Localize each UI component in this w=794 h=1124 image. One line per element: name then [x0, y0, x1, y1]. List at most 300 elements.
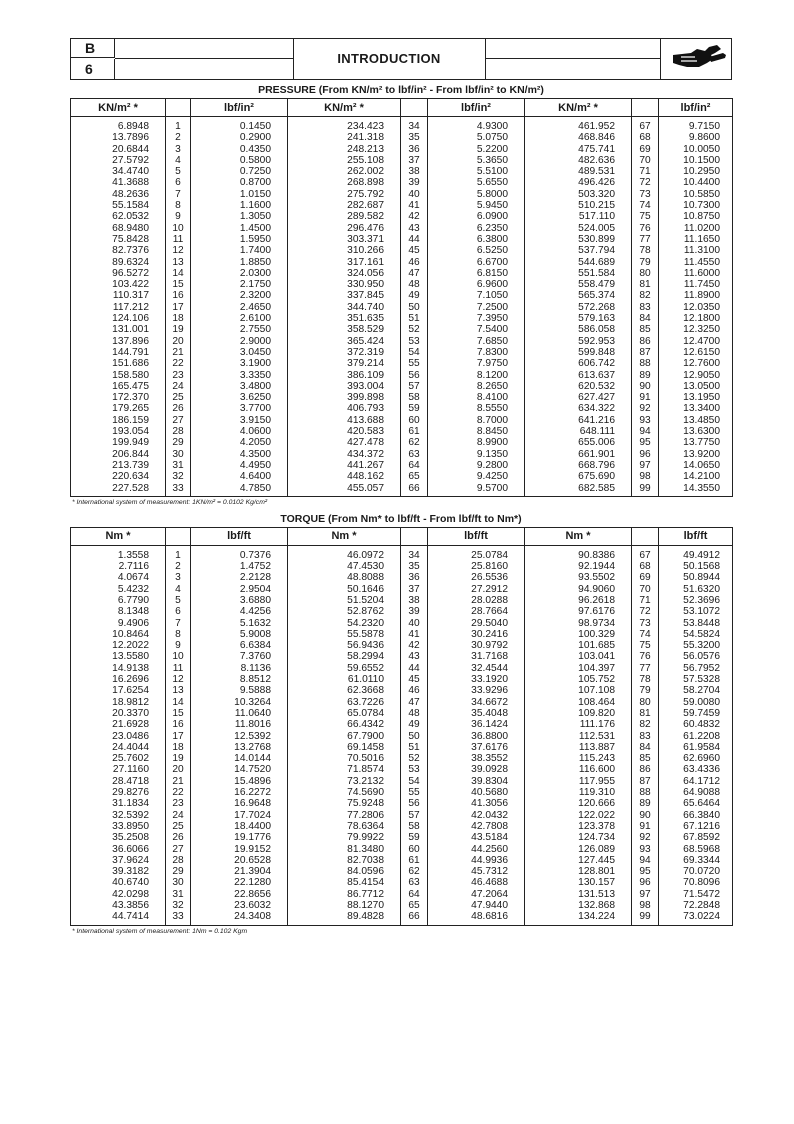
value-cell: 39.8304 [428, 776, 525, 787]
table-row [71, 234, 733, 245]
table-row [71, 471, 733, 482]
value-cell: 47.9440 [428, 900, 525, 911]
value-cell: 20.6528 [191, 855, 288, 866]
value-cell: 7.2500 [428, 302, 525, 313]
value-cell: 0.4350 [191, 144, 288, 155]
reference-number-cell: 87 [632, 347, 659, 358]
value-cell: 179.265 [71, 403, 166, 414]
reference-number-cell: 35 [401, 561, 428, 572]
reference-number-cell: 56 [401, 798, 428, 809]
reference-number-cell: 17 [166, 731, 191, 742]
value-cell: 29.8276 [71, 787, 166, 798]
reference-number-cell: 5 [166, 595, 191, 606]
value-cell: 25.7602 [71, 753, 166, 764]
reference-number-cell: 7 [166, 618, 191, 629]
value-cell: 15.4896 [191, 776, 288, 787]
value-cell: 2.6100 [191, 313, 288, 324]
value-cell: 39.0928 [428, 764, 525, 775]
reference-number-cell: 74 [632, 629, 659, 640]
value-cell: 115.243 [525, 753, 632, 764]
reference-number-cell: 99 [632, 483, 659, 497]
section-number: 6 [71, 59, 115, 79]
value-cell: 25.0784 [428, 545, 525, 561]
reference-number-cell: 80 [632, 697, 659, 708]
reference-number-cell: 39 [401, 177, 428, 188]
reference-number-cell: 72 [632, 177, 659, 188]
table-row [71, 358, 733, 369]
value-cell: 10.5850 [659, 189, 733, 200]
reference-number-cell: 96 [632, 449, 659, 460]
table-row [71, 629, 733, 640]
reference-number-cell: 72 [632, 606, 659, 617]
reference-number-cell: 81 [632, 708, 659, 719]
value-cell: 648.111 [525, 426, 632, 437]
table-row [71, 911, 733, 925]
reference-number-cell: 2 [166, 561, 191, 572]
value-cell: 4.0600 [191, 426, 288, 437]
value-cell: 193.054 [71, 426, 166, 437]
value-cell: 52.3696 [659, 595, 733, 606]
reference-number-cell: 60 [401, 415, 428, 426]
value-cell: 37.6176 [428, 742, 525, 753]
reference-number-cell: 70 [632, 155, 659, 166]
value-cell: 5.5100 [428, 166, 525, 177]
value-cell: 17.6254 [71, 685, 166, 696]
value-cell: 393.004 [288, 381, 401, 392]
value-cell: 8.8512 [191, 674, 288, 685]
reference-number-cell: 66 [401, 911, 428, 925]
value-cell: 44.2560 [428, 844, 525, 855]
value-cell: 337.845 [288, 290, 401, 301]
value-cell: 1.8850 [191, 257, 288, 268]
value-cell: 1.4500 [191, 223, 288, 234]
reference-number-cell: 48 [401, 708, 428, 719]
value-cell: 98.9734 [525, 618, 632, 629]
table-row [71, 844, 733, 855]
value-cell: 108.464 [525, 697, 632, 708]
table-row [71, 268, 733, 279]
value-cell: 59.7459 [659, 708, 733, 719]
reference-number-cell: 47 [401, 268, 428, 279]
reference-number-cell: 19 [166, 324, 191, 335]
value-cell: 113.887 [525, 742, 632, 753]
value-cell: 296.476 [288, 223, 401, 234]
reference-number-cell: 64 [401, 889, 428, 900]
value-cell: 317.161 [288, 257, 401, 268]
value-cell: 9.2800 [428, 460, 525, 471]
value-cell: 130.157 [525, 877, 632, 888]
value-cell: 10.7300 [659, 200, 733, 211]
reference-number-cell: 2 [166, 132, 191, 143]
reference-number-cell: 62 [401, 866, 428, 877]
value-cell: 7.3760 [191, 651, 288, 662]
reference-number-cell: 83 [632, 302, 659, 313]
table-row [71, 290, 733, 301]
value-cell: 5.3650 [428, 155, 525, 166]
value-cell: 434.372 [288, 449, 401, 460]
value-cell: 544.689 [525, 257, 632, 268]
table-row [71, 336, 733, 347]
value-cell: 127.445 [525, 855, 632, 866]
value-cell: 530.899 [525, 234, 632, 245]
value-cell: 40.5680 [428, 787, 525, 798]
value-cell: 158.580 [71, 370, 166, 381]
manual-page [70, 38, 732, 938]
value-cell: 50.1568 [659, 561, 733, 572]
reference-number-cell: 38 [401, 595, 428, 606]
value-cell: 48.6816 [428, 911, 525, 925]
reference-number-cell: 55 [401, 787, 428, 798]
value-cell: 60.4832 [659, 719, 733, 730]
value-cell: 89.4828 [288, 911, 401, 925]
pressure-conversion-table [70, 98, 733, 497]
value-cell: 4.2050 [191, 437, 288, 448]
value-cell: 68.5968 [659, 844, 733, 855]
value-cell: 51.6320 [659, 584, 733, 595]
reference-number-cell: 54 [401, 347, 428, 358]
value-cell: 52.8762 [288, 606, 401, 617]
value-cell: 12.5392 [191, 731, 288, 742]
value-cell: 682.585 [525, 483, 632, 497]
table-row [71, 211, 733, 222]
value-cell: 97.6176 [525, 606, 632, 617]
reference-number-cell: 75 [632, 211, 659, 222]
table-row [71, 595, 733, 606]
value-cell: 128.801 [525, 866, 632, 877]
value-cell: 13.9200 [659, 449, 733, 460]
value-cell: 227.528 [71, 483, 166, 497]
reference-number-cell: 22 [166, 358, 191, 369]
value-cell: 5.0750 [428, 132, 525, 143]
reference-number-cell: 38 [401, 166, 428, 177]
value-cell: 275.792 [288, 189, 401, 200]
value-cell: 86.7712 [288, 889, 401, 900]
value-cell: 109.820 [525, 708, 632, 719]
value-cell: 6.7790 [71, 595, 166, 606]
value-cell: 131.001 [71, 324, 166, 335]
value-cell: 6.5250 [428, 245, 525, 256]
value-cell: 6.6700 [428, 257, 525, 268]
reference-number-cell: 89 [632, 798, 659, 809]
value-cell: 12.9050 [659, 370, 733, 381]
value-cell: 112.531 [525, 731, 632, 742]
value-cell: 43.3856 [71, 900, 166, 911]
table-row [71, 776, 733, 787]
reference-number-cell: 32 [166, 471, 191, 482]
value-cell: 82.7038 [288, 855, 401, 866]
header-divider [485, 58, 660, 59]
reference-number-cell: 39 [401, 606, 428, 617]
value-cell: 20.3370 [71, 708, 166, 719]
table-row [71, 257, 733, 268]
value-cell: 5.4232 [71, 584, 166, 595]
column-header [632, 99, 659, 117]
value-cell: 627.427 [525, 392, 632, 403]
value-cell: 126.089 [525, 844, 632, 855]
reference-number-cell: 89 [632, 370, 659, 381]
table-row [71, 324, 733, 335]
reference-number-cell: 9 [166, 640, 191, 651]
reference-number-cell: 78 [632, 245, 659, 256]
value-cell: 2.4650 [191, 302, 288, 313]
value-cell: 58.2994 [288, 651, 401, 662]
reference-number-cell: 75 [632, 640, 659, 651]
value-cell: 551.584 [525, 268, 632, 279]
value-cell: 6.2350 [428, 223, 525, 234]
value-cell: 634.322 [525, 403, 632, 414]
value-cell: 255.108 [288, 155, 401, 166]
reference-number-cell: 50 [401, 302, 428, 313]
value-cell: 503.320 [525, 189, 632, 200]
reference-number-cell: 82 [632, 290, 659, 301]
reference-number-cell: 58 [401, 392, 428, 403]
value-cell: 14.7520 [191, 764, 288, 775]
value-cell: 12.1800 [659, 313, 733, 324]
reference-number-cell: 69 [632, 144, 659, 155]
value-cell: 137.896 [71, 336, 166, 347]
value-cell: 5.1632 [191, 618, 288, 629]
reference-number-cell: 84 [632, 742, 659, 753]
value-cell: 5.9008 [191, 629, 288, 640]
table-row [71, 663, 733, 674]
reference-number-cell: 34 [401, 117, 428, 133]
value-cell: 77.2806 [288, 810, 401, 821]
value-cell: 61.2208 [659, 731, 733, 742]
value-cell: 64.1712 [659, 776, 733, 787]
value-cell: 3.7700 [191, 403, 288, 414]
value-cell: 57.5328 [659, 674, 733, 685]
reference-number-cell: 20 [166, 336, 191, 347]
value-cell: 59.0080 [659, 697, 733, 708]
reference-number-cell: 4 [166, 584, 191, 595]
reference-number-cell: 64 [401, 460, 428, 471]
value-cell: 24.3408 [191, 911, 288, 925]
value-cell: 10.8750 [659, 211, 733, 222]
reference-number-cell: 66 [401, 483, 428, 497]
value-cell: 117.955 [525, 776, 632, 787]
reference-number-cell: 52 [401, 753, 428, 764]
value-cell: 56.9436 [288, 640, 401, 651]
value-cell: 104.397 [525, 663, 632, 674]
value-cell: 2.7116 [71, 561, 166, 572]
reference-number-cell: 48 [401, 279, 428, 290]
table-row [71, 279, 733, 290]
value-cell: 36.1424 [428, 719, 525, 730]
value-cell: 74.5690 [288, 787, 401, 798]
table-row [71, 189, 733, 200]
reference-number-cell: 52 [401, 324, 428, 335]
value-cell: 12.6150 [659, 347, 733, 358]
value-cell: 0.2900 [191, 132, 288, 143]
value-cell: 4.9300 [428, 117, 525, 133]
value-cell: 107.108 [525, 685, 632, 696]
value-cell: 12.3250 [659, 324, 733, 335]
value-cell: 120.666 [525, 798, 632, 809]
reference-number-cell: 73 [632, 618, 659, 629]
value-cell: 90.8386 [525, 545, 632, 561]
value-cell: 558.479 [525, 279, 632, 290]
reference-number-cell: 30 [166, 449, 191, 460]
section-letter: B [71, 39, 115, 58]
reference-number-cell: 68 [632, 132, 659, 143]
reference-number-cell: 43 [401, 651, 428, 662]
reference-number-cell: 14 [166, 268, 191, 279]
value-cell: 43.5184 [428, 832, 525, 843]
value-cell: 2.0300 [191, 268, 288, 279]
value-cell: 72.2848 [659, 900, 733, 911]
reference-number-cell: 28 [166, 855, 191, 866]
value-cell: 2.9504 [191, 584, 288, 595]
reference-number-cell: 56 [401, 370, 428, 381]
table-row [71, 392, 733, 403]
value-cell: 111.176 [525, 719, 632, 730]
value-cell: 379.214 [288, 358, 401, 369]
value-cell: 33.8950 [71, 821, 166, 832]
value-cell: 47.4530 [288, 561, 401, 572]
reference-number-cell: 26 [166, 832, 191, 843]
reference-number-cell: 27 [166, 844, 191, 855]
value-cell: 14.9138 [71, 663, 166, 674]
reference-number-cell: 57 [401, 810, 428, 821]
column-header [166, 99, 191, 117]
reference-number-cell: 81 [632, 279, 659, 290]
value-cell: 3.6880 [191, 595, 288, 606]
reference-number-cell: 22 [166, 787, 191, 798]
value-cell: 655.006 [525, 437, 632, 448]
value-cell: 66.4342 [288, 719, 401, 730]
table-row [71, 460, 733, 471]
value-cell: 0.5800 [191, 155, 288, 166]
value-cell: 35.2508 [71, 832, 166, 843]
table-row [71, 618, 733, 629]
value-cell: 8.9900 [428, 437, 525, 448]
reference-number-cell: 93 [632, 415, 659, 426]
value-cell: 134.224 [525, 911, 632, 925]
value-cell: 54.5824 [659, 629, 733, 640]
value-cell: 67.8592 [659, 832, 733, 843]
value-cell: 0.7376 [191, 545, 288, 561]
reference-number-cell: 5 [166, 166, 191, 177]
value-cell: 46.0972 [288, 545, 401, 561]
value-cell: 63.7226 [288, 697, 401, 708]
value-cell: 220.634 [71, 471, 166, 482]
value-cell: 61.0110 [288, 674, 401, 685]
reference-number-cell: 92 [632, 832, 659, 843]
reference-number-cell: 43 [401, 223, 428, 234]
value-cell: 537.794 [525, 245, 632, 256]
value-cell: 6.8948 [71, 117, 166, 133]
value-cell: 420.583 [288, 426, 401, 437]
value-cell: 50.1646 [288, 584, 401, 595]
reference-number-cell: 50 [401, 731, 428, 742]
value-cell: 124.734 [525, 832, 632, 843]
value-cell: 56.7952 [659, 663, 733, 674]
table-row [71, 697, 733, 708]
value-cell: 85.4154 [288, 877, 401, 888]
value-cell: 248.213 [288, 144, 401, 155]
reference-number-cell: 6 [166, 606, 191, 617]
value-cell: 8.7000 [428, 415, 525, 426]
reference-number-cell: 25 [166, 392, 191, 403]
reference-number-cell: 44 [401, 663, 428, 674]
value-cell: 1.3050 [191, 211, 288, 222]
value-cell: 103.041 [525, 651, 632, 662]
value-cell: 29.5040 [428, 618, 525, 629]
reference-number-cell: 92 [632, 403, 659, 414]
value-cell: 7.8300 [428, 347, 525, 358]
column-header [632, 527, 659, 545]
value-cell: 4.6400 [191, 471, 288, 482]
value-cell: 0.8700 [191, 177, 288, 188]
reference-number-cell: 25 [166, 821, 191, 832]
value-cell: 28.7664 [428, 606, 525, 617]
value-cell: 8.2650 [428, 381, 525, 392]
value-cell: 8.8450 [428, 426, 525, 437]
value-cell: 5.9450 [428, 200, 525, 211]
value-cell: 8.4100 [428, 392, 525, 403]
value-cell: 372.319 [288, 347, 401, 358]
value-cell: 151.686 [71, 358, 166, 369]
value-cell: 12.2022 [71, 640, 166, 651]
reference-number-cell: 88 [632, 787, 659, 798]
reference-number-cell: 4 [166, 155, 191, 166]
value-cell: 23.6032 [191, 900, 288, 911]
value-cell: 19.1776 [191, 832, 288, 843]
value-cell: 144.791 [71, 347, 166, 358]
table-row [71, 810, 733, 821]
value-cell: 9.8600 [659, 132, 733, 143]
reference-number-cell: 14 [166, 697, 191, 708]
value-cell: 668.796 [525, 460, 632, 471]
value-cell: 35.4048 [428, 708, 525, 719]
value-cell: 44.9936 [428, 855, 525, 866]
value-cell: 110.317 [71, 290, 166, 301]
reference-number-cell: 47 [401, 697, 428, 708]
value-cell: 5.8000 [428, 189, 525, 200]
table-row [71, 640, 733, 651]
column-header [166, 527, 191, 545]
reference-number-cell: 94 [632, 426, 659, 437]
reference-number-cell: 96 [632, 877, 659, 888]
value-cell: 7.6850 [428, 336, 525, 347]
value-cell: 96.2618 [525, 595, 632, 606]
value-cell: 100.329 [525, 629, 632, 640]
value-cell: 28.4718 [71, 776, 166, 787]
value-cell: 13.1950 [659, 392, 733, 403]
value-cell: 53.1072 [659, 606, 733, 617]
value-cell: 65.0784 [288, 708, 401, 719]
value-cell: 30.2416 [428, 629, 525, 640]
table-row [71, 674, 733, 685]
value-cell: 11.7450 [659, 279, 733, 290]
value-cell: 66.3840 [659, 810, 733, 821]
table-row [71, 302, 733, 313]
reference-number-cell: 34 [401, 545, 428, 561]
value-cell: 517.110 [525, 211, 632, 222]
value-cell: 1.0150 [191, 189, 288, 200]
reference-number-cell: 95 [632, 437, 659, 448]
reference-number-cell: 36 [401, 144, 428, 155]
reference-number-cell: 98 [632, 471, 659, 482]
value-cell: 22.8656 [191, 889, 288, 900]
value-cell: 58.2704 [659, 685, 733, 696]
value-cell: 41.3056 [428, 798, 525, 809]
reference-number-cell: 44 [401, 234, 428, 245]
value-cell: 62.3668 [288, 685, 401, 696]
value-cell: 2.7550 [191, 324, 288, 335]
reference-number-cell: 18 [166, 313, 191, 324]
table-row [71, 370, 733, 381]
